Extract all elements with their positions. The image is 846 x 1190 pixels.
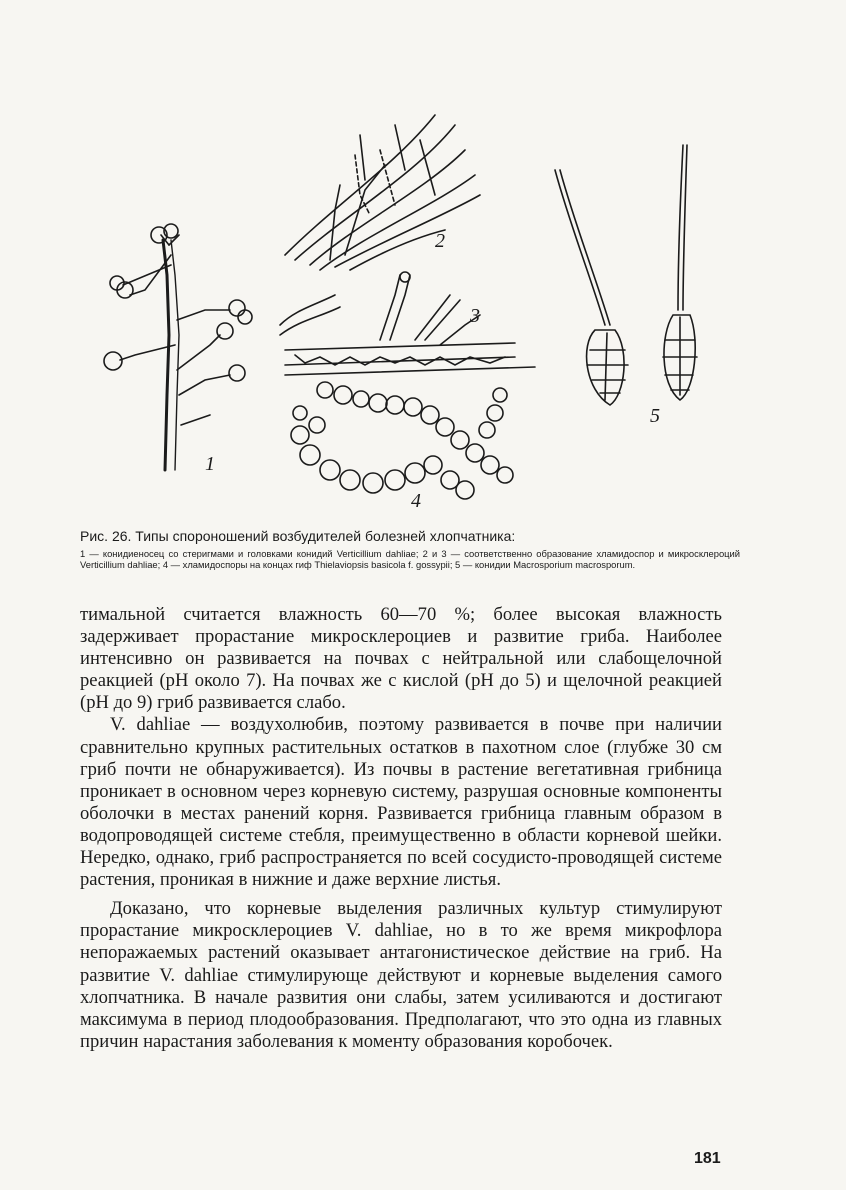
chlamydospore-chains-drawing (291, 382, 513, 499)
figure-label-2: 2 (435, 230, 445, 252)
figure-label-4: 4 (411, 490, 421, 512)
figure-label-5: 5 (650, 405, 660, 427)
figure-caption (80, 528, 740, 570)
caption-legend: 1 — конидиеносец со стеригмами и головками конидий Verticillium dahliae; 2 и 3 — соответственно образование хламидоспор и микросклероций Verticillium dahliae; 4 — хламидоспоры на концах гиф Thielaviopsis basicola f. gossypii; 5 — конидии Macrosporium macrosporum. (80, 548, 740, 570)
microsclerotia-drawing (280, 272, 535, 375)
figure-label-1: 1 (205, 453, 215, 475)
figure-26-illustration (95, 95, 755, 515)
page-number: 181 (694, 1150, 721, 1167)
main-text (80, 604, 722, 1053)
conidia-drawing (555, 145, 697, 405)
caption-title: Рис. 26. Типы спороношений возбудителей болезней хлопчатника: (80, 528, 516, 544)
paragraph-2: V. dahliae — воздухолюбив, поэтому развивается в почве при наличии сравнительно крупных растительных остатков в пахотном слое (глубже 30 см гриб почти не обнаруживается). Из почвы в растение вегетативная грибница проникает в основном через корневую систему, разрушая основные компоненты оболочки в местах ранений корня. Развивается грибница главным образом в водопроводящей системе стебля, преимущественно в области корневой шейки. Нередко, однако, гриб распространяется по всей сосудисто-проводящей системе растения, проникая в нижние и даже верхние листья. (80, 714, 722, 891)
spore-types-drawing (95, 95, 755, 515)
hyphae-chlamydospores-drawing (285, 115, 480, 270)
paragraph-1: тимальной считается влажность 60—70 %; более высокая влажность задерживает прорастание микросклероциев и развитие гриба. Наиболее интенсивно он развивается на почвах с нейтральной или слабощелочной реакцией (pH около 7). На почвах же с кислой (pH до 5) и щелочной реакцией (pH до 9) гриб развивается слабо. (80, 604, 722, 714)
conidiophore-drawing (104, 224, 252, 470)
figure-label-3: 3 (470, 305, 480, 327)
paragraph-3: Доказано, что корневые выделения различных культур стимулируют прорастание микросклероциев V. dahliae, но в то же время микрофлора непоражаемых растений оказывает антагонистическое действие на гриб. На развитие V. dahliae стимулирующе действуют и корневые выделения самого хлопчатника. В начале развития они слабы, затем усиливаются и достигают максимума в период плодообразования. Предполагают, что это одна из главных причин нарастания заболевания к моменту образования коробочек. (80, 898, 722, 1052)
